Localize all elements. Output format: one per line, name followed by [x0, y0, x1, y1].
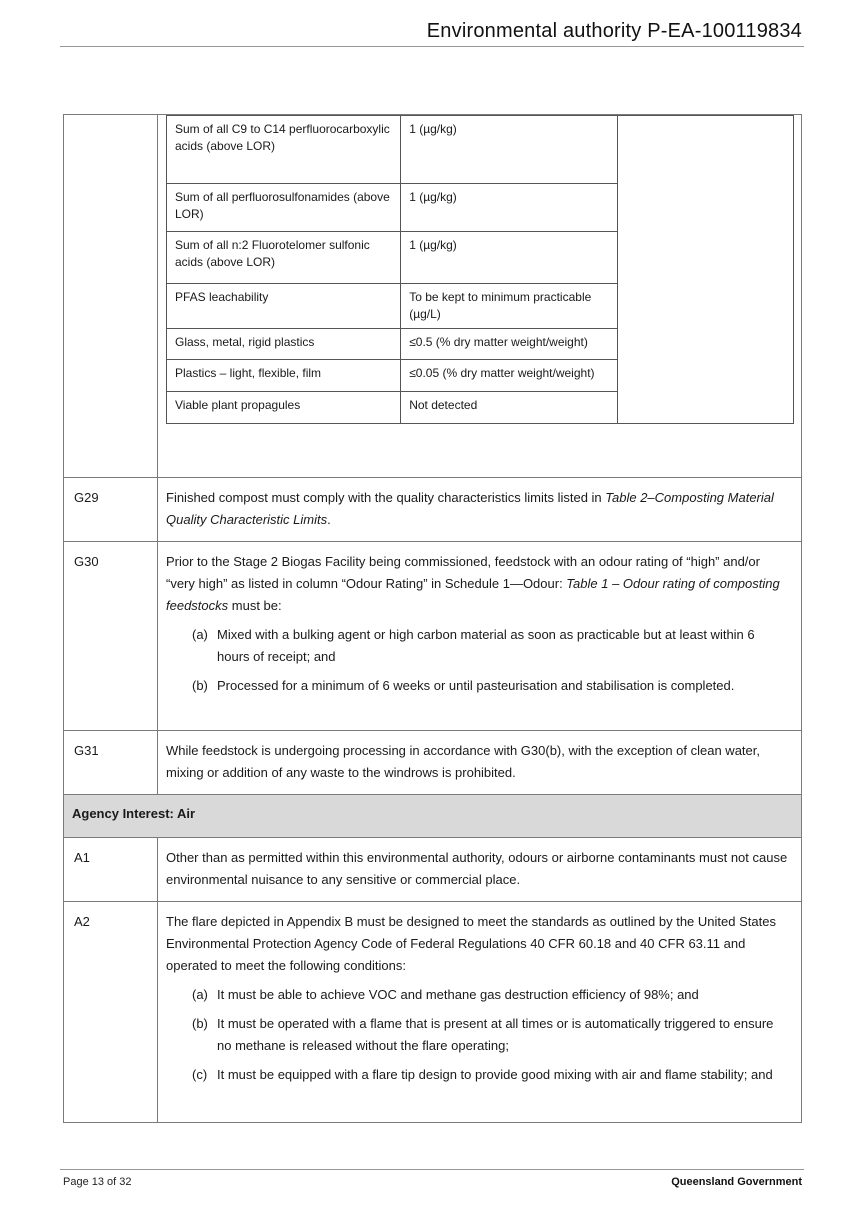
table-reference: Table 2–Composting Material Quality Characteristic Limits	[166, 490, 774, 527]
parameter-cell: Sum of all n:2 Fluorotelomer sulfonic acids (above LOR)	[167, 232, 401, 284]
list-item-text: It must be equipped with a flare tip design to provide good mixing with air and flame stability; and	[217, 1067, 773, 1082]
header-divider	[60, 46, 804, 47]
condition-text-part: .	[327, 512, 331, 527]
list-item	[192, 624, 789, 668]
list-item-label: (b)	[192, 1016, 208, 1031]
footer-divider	[60, 1169, 804, 1170]
parameter-cell: Glass, metal, rigid plastics	[167, 329, 401, 360]
condition-id: A1	[64, 838, 158, 902]
condition-text-part: Finished compost must comply with the quality characteristics limits listed in	[166, 490, 606, 505]
table-reference: Table 1 – Odour rating of composting feedstocks	[166, 576, 780, 613]
empty-id-cell	[64, 115, 158, 478]
limit-cell: Not detected	[401, 392, 617, 424]
condition-text	[158, 478, 802, 542]
condition-id: G30	[64, 542, 158, 731]
list-item	[192, 984, 789, 1006]
condition-intro: The flare depicted in Appendix B must be designed to meet the standards as outlined by the United States Environmental Protection Agency Code of Federal Regulations 40 CFR 60.18 and 40 CFR 63.11 and operated to meet the following conditions:	[166, 914, 776, 973]
list-item-text: It must be operated with a flame that is present at all times or is automatically triggered to ensure no methane is released without the flare operating;	[217, 1016, 774, 1053]
condition-id: G29	[64, 478, 158, 542]
page-header-title: Environmental authority P-EA-100119834	[426, 20, 802, 42]
limit-cell: 1 (µg/kg)	[401, 184, 617, 232]
parameter-cell: PFAS leachability	[167, 284, 401, 329]
condition-id: A2	[64, 902, 158, 1123]
table-row	[167, 116, 794, 184]
condition-row-g31	[64, 731, 802, 795]
list-item-text: It must be able to achieve VOC and methane gas destruction efficiency of 98%; and	[217, 987, 699, 1002]
parameter-cell: Sum of all C9 to C14 perfluorocarboxylic acids (above LOR)	[167, 116, 401, 184]
conditions-table	[63, 114, 802, 1123]
list-item-label: (a)	[192, 987, 208, 1002]
condition-row-a1	[64, 838, 802, 902]
condition-row-g30	[64, 542, 802, 731]
list-item-text: Processed for a minimum of 6 weeks or until pasteurisation and stabilisation is completed.	[217, 678, 735, 693]
condition-text: While feedstock is undergoing processing in accordance with G30(b), with the exception of clean water, mixing or addition of any waste to the windrows is prohibited.	[158, 731, 802, 795]
page-number: Page 13 of 32	[63, 1176, 132, 1188]
list-item-label: (a)	[192, 627, 208, 642]
condition-text	[158, 542, 802, 731]
parameter-cell: Sum of all perfluorosulfonamides (above LOR)	[167, 184, 401, 232]
condition-row-a2	[64, 902, 802, 1123]
limit-cell: 1 (µg/kg)	[401, 116, 617, 184]
limit-cell: ≤0.5 (% dry matter weight/weight)	[401, 329, 617, 360]
condition-row-g29	[64, 478, 802, 542]
list-item-label: (c)	[192, 1067, 208, 1082]
limits-cell	[158, 115, 802, 478]
agency-interest-heading: Agency Interest: Air	[64, 795, 802, 838]
list-item-text: Mixed with a bulking agent or high carbon material as soon as practicable but at least within 6 hours of receipt; and	[217, 627, 755, 664]
condition-text: Other than as permitted within this environmental authority, odours or airborne contaminants must not cause environmental nuisance to any sensitive or commercial place.	[158, 838, 802, 902]
limit-cell: To be kept to minimum practicable (µg/L)	[401, 284, 617, 329]
blank-cell	[617, 116, 793, 424]
table-row-limits	[64, 115, 802, 478]
limit-cell: ≤0.05 (% dry matter weight/weight)	[401, 360, 617, 392]
list-item	[192, 1064, 789, 1086]
list-item-label: (b)	[192, 678, 208, 693]
condition-text-part: Prior to the Stage 2 Biogas Facility being commissioned, feedstock with an odour rating of “high” and/or “very high” as listed in column “Odour Rating” in Schedule 1—Odour:	[166, 554, 760, 591]
list-item	[192, 1013, 789, 1057]
condition-text-part: must be:	[228, 598, 282, 613]
agency-interest-row	[64, 795, 802, 838]
footer-organisation: Queensland Government	[671, 1176, 802, 1188]
limit-cell: 1 (µg/kg)	[401, 232, 617, 284]
parameter-cell: Viable plant propagules	[167, 392, 401, 424]
condition-text	[158, 902, 802, 1123]
condition-id: G31	[64, 731, 158, 795]
list-item	[192, 675, 789, 697]
quality-limits-table	[166, 115, 794, 424]
parameter-cell: Plastics – light, flexible, film	[167, 360, 401, 392]
